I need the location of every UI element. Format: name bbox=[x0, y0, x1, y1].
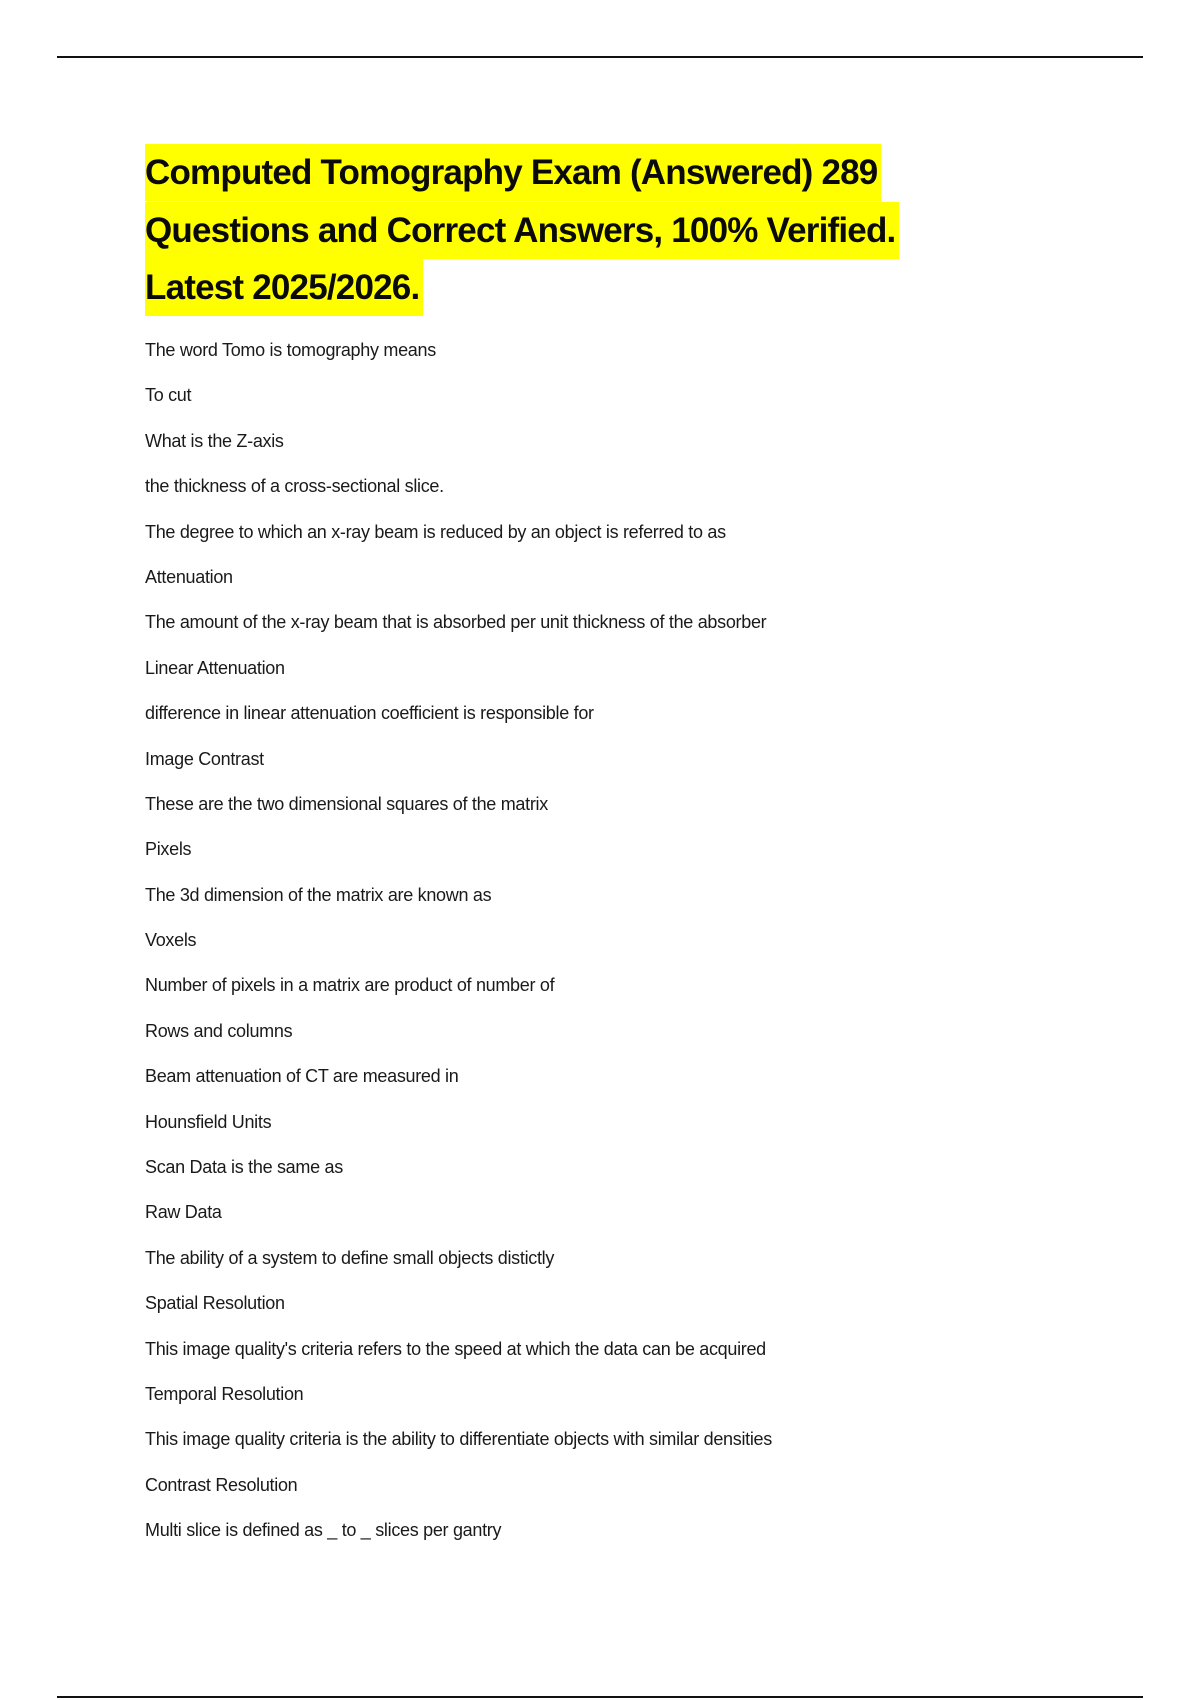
answer-text: Hounsfield Units bbox=[145, 1111, 272, 1132]
answer-text: Linear Attenuation bbox=[145, 657, 285, 678]
question-text: Scan Data is the same as bbox=[145, 1157, 343, 1178]
question-text: The ability of a system to define small objects distictly bbox=[145, 1247, 555, 1268]
answer-text: Spatial Resolution bbox=[145, 1293, 285, 1314]
question-text: Multi slice is defined as _ to _ slices per gantry bbox=[145, 1520, 502, 1541]
header-rule bbox=[57, 56, 1143, 58]
title-line bbox=[145, 259, 899, 317]
answer-text: Voxels bbox=[145, 930, 197, 951]
answer-text: the thickness of a cross-sectional slice. bbox=[145, 476, 444, 497]
title-text: Questions and Correct Answers, 100% Verified. bbox=[145, 202, 899, 259]
question-text: The word Tomo is tomography means bbox=[145, 340, 436, 360]
answer-text: Contrast Resolution bbox=[145, 1474, 298, 1495]
question-text: Beam attenuation of CT are measured in bbox=[145, 1066, 459, 1087]
document-title bbox=[145, 144, 899, 317]
answer-text: Temporal Resolution bbox=[145, 1383, 304, 1404]
answer-text: Pixels bbox=[145, 839, 192, 860]
question-text: The amount of the x-ray beam that is absorbed per unit thickness of the absorber bbox=[145, 612, 767, 633]
question-answer-list bbox=[145, 337, 772, 1563]
answer-text: Attenuation bbox=[145, 566, 233, 587]
title-text: Latest 2025/2026. bbox=[145, 259, 423, 316]
answer-text: Raw Data bbox=[145, 1202, 222, 1223]
title-line bbox=[145, 144, 899, 202]
title-line bbox=[145, 202, 899, 260]
answer-text: To cut bbox=[145, 385, 192, 406]
answer-text: Rows and columns bbox=[145, 1020, 293, 1041]
question-text: What is the Z-axis bbox=[145, 430, 284, 451]
question-text: The degree to which an x-ray beam is reduced by an object is referred to as bbox=[145, 521, 726, 542]
question-text: Number of pixels in a matrix are product of number of bbox=[145, 975, 555, 996]
question-text: This image quality's criteria refers to the speed at which the data can be acquired bbox=[145, 1338, 766, 1359]
question-text: difference in linear attenuation coefficient is responsible for bbox=[145, 703, 594, 724]
title-text: Computed Tomography Exam (Answered) 289 bbox=[145, 144, 881, 201]
answer-text: Image Contrast bbox=[145, 748, 264, 769]
question-text: This image quality criteria is the ability to differentiate objects with similar densities bbox=[145, 1429, 772, 1450]
question-text: These are the two dimensional squares of the matrix bbox=[145, 793, 548, 814]
question-text: The 3d dimension of the matrix are known as bbox=[145, 884, 492, 905]
footer-rule bbox=[57, 1696, 1143, 1698]
